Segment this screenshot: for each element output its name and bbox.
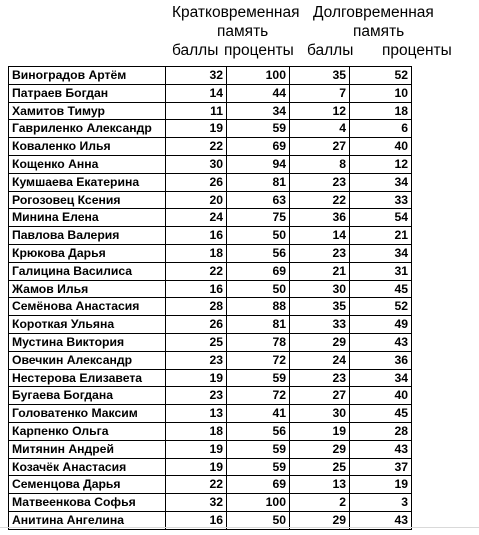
short-term-score-cell[interactable]: 22 [166, 476, 227, 494]
long-term-percent-cell[interactable]: 34 [350, 244, 412, 262]
long-term-score-cell[interactable]: 21 [290, 262, 350, 280]
long-term-score-cell[interactable]: 23 [290, 244, 350, 262]
long-term-percent-cell[interactable]: 21 [350, 227, 412, 245]
long-term-percent-cell[interactable]: 37 [350, 458, 412, 476]
long-term-score-cell[interactable]: 19 [290, 422, 350, 440]
short-term-percent-cell[interactable]: 100 [227, 67, 290, 85]
long-term-score-cell[interactable]: 29 [290, 440, 350, 458]
long-term-percent-cell[interactable]: 3 [350, 494, 412, 512]
table-row [9, 138, 412, 156]
long-term-percent-cell[interactable]: 43 [350, 333, 412, 351]
short-term-score-cell[interactable]: 22 [166, 138, 227, 156]
short-term-score-cell[interactable]: 20 [166, 191, 227, 209]
long-term-score-cell[interactable]: 30 [290, 280, 350, 298]
table-row [9, 369, 412, 387]
short-term-score-cell[interactable]: 26 [166, 173, 227, 191]
student-name-cell[interactable]: Митянин Андрей [9, 440, 166, 458]
long-term-score-cell[interactable]: 8 [290, 155, 350, 173]
long-term-score-cell[interactable]: 24 [290, 351, 350, 369]
student-name-cell[interactable]: Семенцова Дарья [9, 476, 166, 494]
long-term-score-cell[interactable]: 29 [290, 511, 350, 529]
table-row [9, 333, 412, 351]
short-term-percent-cell[interactable]: 50 [227, 511, 290, 529]
short-term-percent-cell[interactable]: 59 [227, 458, 290, 476]
short-term-percent-cell[interactable]: 56 [227, 244, 290, 262]
student-name-cell[interactable]: Минина Елена [9, 209, 166, 227]
long-term-score-cell[interactable]: 30 [290, 405, 350, 423]
table-row [9, 191, 412, 209]
short-term-percent-cell[interactable]: 78 [227, 333, 290, 351]
table-row [9, 494, 412, 512]
table-row [9, 351, 412, 369]
table-row [9, 155, 412, 173]
table-row [9, 316, 412, 334]
long-term-percent-cell[interactable]: 40 [350, 387, 412, 405]
long-term-percent-header: проценты [382, 42, 452, 59]
short-term-score-cell[interactable]: 23 [166, 351, 227, 369]
long-term-score-cell[interactable]: 7 [290, 84, 350, 102]
student-name-cell[interactable]: Кощенко Анна [9, 155, 166, 173]
student-name-cell[interactable]: Мустина Виктория [9, 333, 166, 351]
results-table [8, 66, 412, 530]
table-row [9, 405, 412, 423]
short-term-score-cell[interactable]: 18 [166, 244, 227, 262]
table-row [9, 422, 412, 440]
long-term-percent-cell[interactable]: 43 [350, 440, 412, 458]
short-term-percent-header: проценты [224, 42, 294, 59]
short-term-score-cell[interactable]: 32 [166, 494, 227, 512]
short-term-percent-cell[interactable]: 59 [227, 120, 290, 138]
short-term-percent-cell[interactable]: 63 [227, 191, 290, 209]
short-term-percent-cell[interactable]: 50 [227, 227, 290, 245]
long-term-percent-cell[interactable]: 33 [350, 191, 412, 209]
long-term-percent-cell[interactable]: 28 [350, 422, 412, 440]
student-name-cell[interactable]: Кумшаева Екатерина [9, 173, 166, 191]
student-name-cell[interactable]: Виноградов Артём [9, 67, 166, 85]
short-term-score-cell[interactable]: 18 [166, 422, 227, 440]
long-term-percent-cell[interactable]: 34 [350, 369, 412, 387]
short-term-percent-cell[interactable]: 69 [227, 476, 290, 494]
student-name-cell[interactable]: Козачёк Анастасия [9, 458, 166, 476]
long-term-percent-cell[interactable]: 19 [350, 476, 412, 494]
short-term-percent-cell[interactable]: 69 [227, 138, 290, 156]
table-row [9, 262, 412, 280]
long-term-score-cell[interactable]: 27 [290, 387, 350, 405]
table-row [9, 67, 412, 85]
table-row [9, 102, 412, 120]
short-term-score-cell[interactable]: 28 [166, 298, 227, 316]
student-name-cell[interactable]: Карпенко Ольга [9, 422, 166, 440]
long-term-percent-cell[interactable]: 34 [350, 173, 412, 191]
long-term-score-cell[interactable]: 27 [290, 138, 350, 156]
student-name-cell[interactable]: Павлова Валерия [9, 227, 166, 245]
short-term-score-cell[interactable]: 25 [166, 333, 227, 351]
long-term-memory-label: память [353, 23, 405, 40]
short-term-score-cell[interactable]: 22 [166, 262, 227, 280]
short-term-score-cell[interactable]: 14 [166, 84, 227, 102]
long-term-percent-cell[interactable]: 40 [350, 138, 412, 156]
short-term-percent-cell[interactable]: 69 [227, 262, 290, 280]
long-term-score-cell[interactable]: 2 [290, 494, 350, 512]
table-row [9, 120, 412, 138]
short-term-percent-cell[interactable]: 75 [227, 209, 290, 227]
short-term-score-cell[interactable]: 19 [166, 440, 227, 458]
long-term-percent-cell[interactable]: 45 [350, 280, 412, 298]
student-name-cell[interactable]: Галицина Василиса [9, 262, 166, 280]
table-row [9, 173, 412, 191]
student-name-cell[interactable]: Коваленко Илья [9, 138, 166, 156]
long-term-percent-cell[interactable]: 12 [350, 155, 412, 173]
student-name-cell[interactable]: Анитина Ангелина [9, 511, 166, 529]
bottom-divider [0, 527, 479, 528]
long-term-percent-cell[interactable]: 10 [350, 84, 412, 102]
student-name-cell[interactable]: Семёнова Анастасия [9, 298, 166, 316]
long-term-score-cell[interactable]: 13 [290, 476, 350, 494]
long-term-percent-cell[interactable]: 36 [350, 351, 412, 369]
short-term-memory-label: память [217, 23, 269, 40]
long-term-percent-cell[interactable]: 18 [350, 102, 412, 120]
short-term-score-cell[interactable]: 13 [166, 405, 227, 423]
short-term-scores-header: баллы [172, 42, 219, 59]
short-term-score-cell[interactable]: 30 [166, 155, 227, 173]
student-name-cell[interactable]: Патраев Богдан [9, 84, 166, 102]
table-row [9, 298, 412, 316]
short-term-percent-cell[interactable]: 44 [227, 84, 290, 102]
short-term-percent-cell[interactable]: 50 [227, 280, 290, 298]
student-name-cell[interactable]: Бугаева Богдана [9, 387, 166, 405]
long-term-score-cell[interactable]: 12 [290, 102, 350, 120]
table-row [9, 440, 412, 458]
long-term-scores-header: баллы [307, 42, 354, 59]
student-name-cell[interactable]: Короткая Ульяна [9, 316, 166, 334]
long-term-percent-cell[interactable]: 6 [350, 120, 412, 138]
table-row [9, 458, 412, 476]
table-row [9, 280, 412, 298]
long-term-score-cell[interactable]: 35 [290, 67, 350, 85]
short-term-score-cell[interactable]: 19 [166, 458, 227, 476]
student-name-cell[interactable]: Овечкин Александр [9, 351, 166, 369]
short-term-percent-cell[interactable]: 88 [227, 298, 290, 316]
student-name-cell[interactable]: Гавриленко Александр [9, 120, 166, 138]
long-term-percent-cell[interactable]: 31 [350, 262, 412, 280]
table-row [9, 227, 412, 245]
short-term-score-cell[interactable]: 11 [166, 102, 227, 120]
short-term-score-cell[interactable]: 19 [166, 120, 227, 138]
long-term-score-cell[interactable]: 14 [290, 227, 350, 245]
table-row [9, 209, 412, 227]
short-term-percent-cell[interactable]: 59 [227, 440, 290, 458]
long-term-percent-cell[interactable]: 43 [350, 511, 412, 529]
long-term-score-cell[interactable]: 23 [290, 369, 350, 387]
long-term-score-cell[interactable]: 36 [290, 209, 350, 227]
long-term-percent-cell[interactable]: 52 [350, 298, 412, 316]
student-name-cell[interactable]: Рогозовец Ксения [9, 191, 166, 209]
short-term-header: Кратковременная [172, 4, 300, 21]
student-name-cell[interactable]: Хамитов Тимур [9, 102, 166, 120]
long-term-score-cell[interactable]: 23 [290, 173, 350, 191]
short-term-score-cell[interactable]: 16 [166, 511, 227, 529]
long-term-score-cell[interactable]: 22 [290, 191, 350, 209]
long-term-percent-cell[interactable]: 49 [350, 316, 412, 334]
long-term-percent-cell[interactable]: 54 [350, 209, 412, 227]
student-name-cell[interactable]: Матвеенкова Софья [9, 494, 166, 512]
short-term-score-cell[interactable]: 26 [166, 316, 227, 334]
short-term-score-cell[interactable]: 32 [166, 67, 227, 85]
short-term-percent-cell[interactable]: 81 [227, 316, 290, 334]
short-term-score-cell[interactable]: 16 [166, 280, 227, 298]
short-term-percent-cell[interactable]: 72 [227, 387, 290, 405]
table-row [9, 84, 412, 102]
short-term-percent-cell[interactable]: 100 [227, 494, 290, 512]
long-term-score-cell[interactable]: 33 [290, 316, 350, 334]
short-term-percent-cell[interactable]: 34 [227, 102, 290, 120]
short-term-percent-cell[interactable]: 72 [227, 351, 290, 369]
long-term-score-cell[interactable]: 29 [290, 333, 350, 351]
long-term-percent-cell[interactable]: 52 [350, 67, 412, 85]
long-term-score-cell[interactable]: 25 [290, 458, 350, 476]
short-term-percent-cell[interactable]: 41 [227, 405, 290, 423]
short-term-score-cell[interactable]: 16 [166, 227, 227, 245]
short-term-score-cell[interactable]: 23 [166, 387, 227, 405]
student-name-cell[interactable]: Головатенко Максим [9, 405, 166, 423]
student-name-cell[interactable]: Крюкова Дарья [9, 244, 166, 262]
long-term-score-cell[interactable]: 4 [290, 120, 350, 138]
short-term-score-cell[interactable]: 19 [166, 369, 227, 387]
short-term-percent-cell[interactable]: 94 [227, 155, 290, 173]
short-term-percent-cell[interactable]: 81 [227, 173, 290, 191]
table-row [9, 387, 412, 405]
table-row [9, 476, 412, 494]
short-term-score-cell[interactable]: 24 [166, 209, 227, 227]
short-term-percent-cell[interactable]: 56 [227, 422, 290, 440]
long-term-header: Долговременная [313, 4, 434, 21]
short-term-percent-cell[interactable]: 59 [227, 369, 290, 387]
student-name-cell[interactable]: Жамов Илья [9, 280, 166, 298]
results-table-body [9, 67, 412, 530]
student-name-cell[interactable]: Нестерова Елизавета [9, 369, 166, 387]
long-term-percent-cell[interactable]: 45 [350, 405, 412, 423]
table-row [9, 244, 412, 262]
long-term-score-cell[interactable]: 35 [290, 298, 350, 316]
